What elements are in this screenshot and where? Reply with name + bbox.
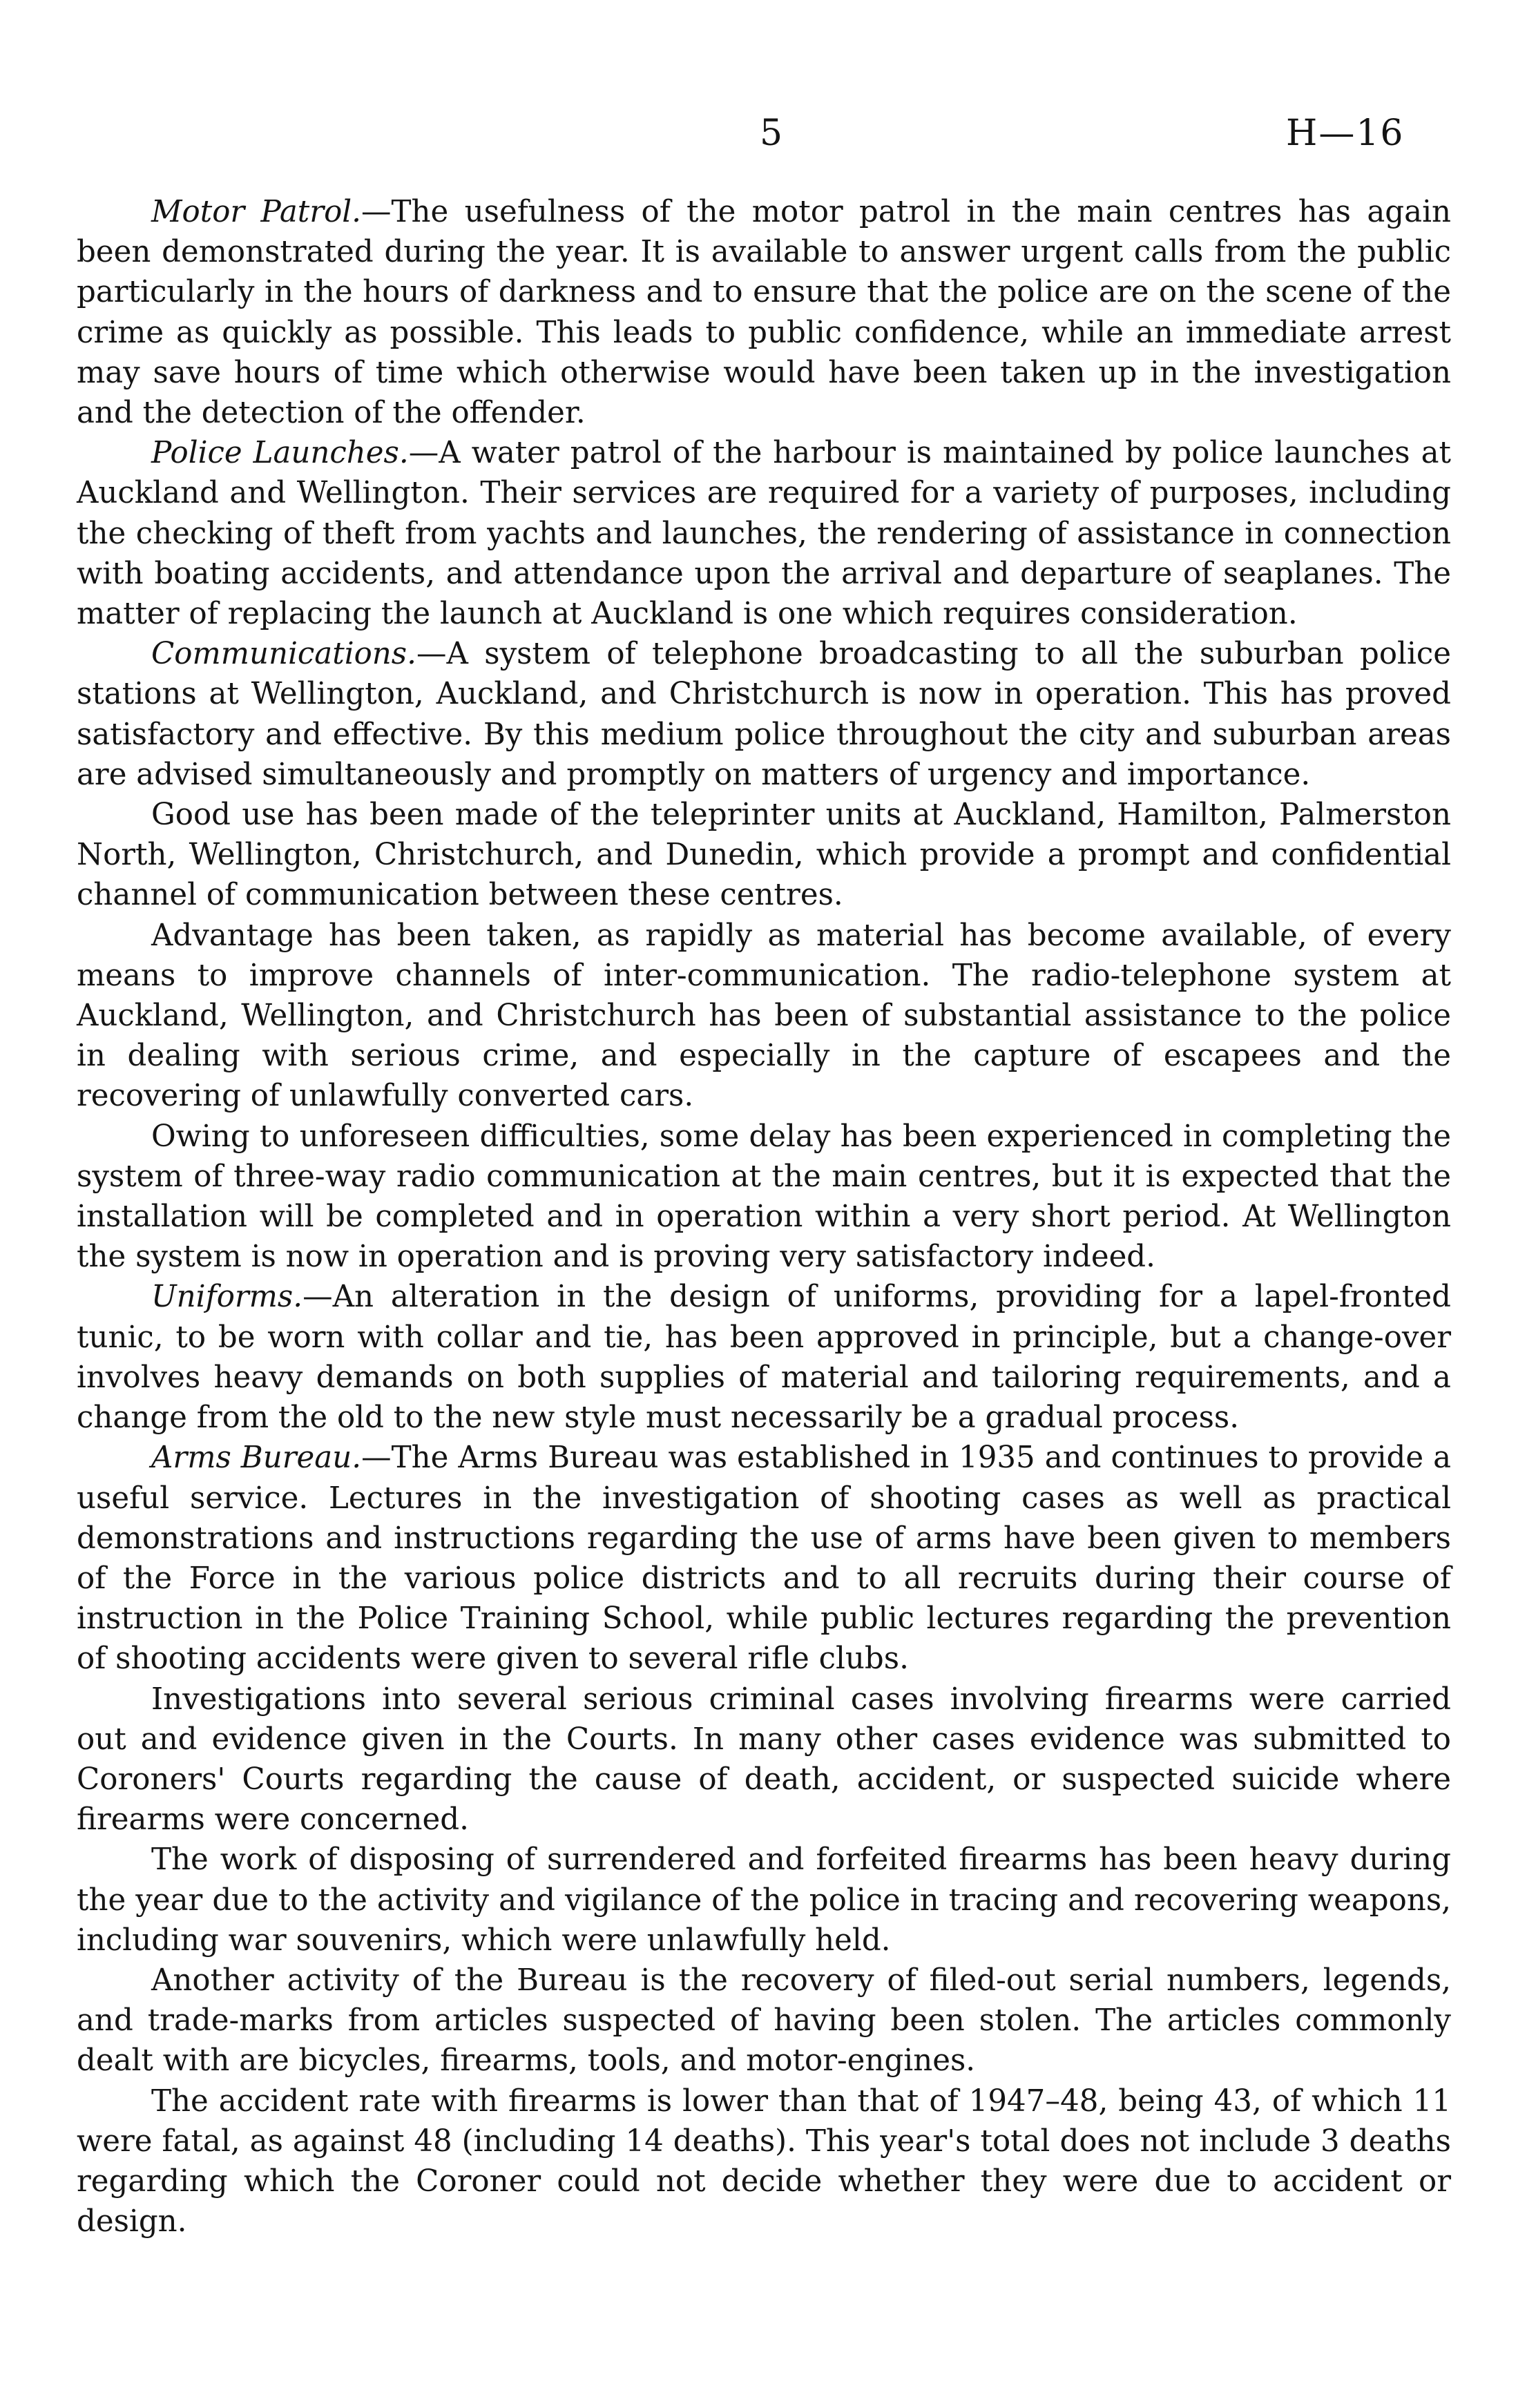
page-number: 5: [760, 113, 783, 154]
paragraph-police-launches: [77, 433, 1451, 634]
paragraph-investigations: [77, 1679, 1451, 1840]
paragraph-text: —An alteration in the design of uniforms, providing for a lapel-fronted tunic, to be worn with collar and tie, has been approved in principle, but a change-over involves heavy demands on both supplies of material and tailoring requirements, and a change from the old to the new style must necessarily be a gradual process.: [77, 1280, 1451, 1436]
paragraph-text: —A water patrol of the harbour is maintained by police launches at Auckland and Wellington. Their services are required for a variety of purposes, including the checking of theft from yachts and launches, the rendering of assistance in connection with boating accidents, and attendance upon the arrival and departure of seaplanes. The matter of replacing the launch at Auckland is one which requires consideration.: [77, 436, 1451, 632]
paragraph-motor-patrol: [77, 192, 1451, 433]
paragraph-teleprinter: [77, 795, 1451, 916]
paragraph-text: Advantage has been taken, as rapidly as material has become available, of every means to improve channels of inter-communication. The radio-telephone system at Auckland, Wellington, and Christchurch has been of substantial assistance to the police in dealing with serious crime, and especially in the capture of escapees and the recovering of unlawfully converted cars.: [77, 918, 1451, 1114]
paragraph-text: The accident rate with firearms is lower than that of 1947–48, being 43, of which 11 were fatal, as against 48 (including 14 deaths). This year's total does not include 3 deaths regarding which the Coroner could not decide whether they were due to accident or design.: [77, 2083, 1451, 2240]
section-heading: Communications.: [151, 637, 416, 672]
paragraph-text: Good use has been made of the teleprinter units at Auckland, Hamilton, Palmerston North, Wellington, Christchurch, and Dunedin, which provide a prompt and confidential channel of communication between these centres.: [77, 798, 1451, 913]
paragraph-text: The work of disposing of surrendered and forfeited firearms has been heavy during the year due to the activity and vigilance of the police in tracing and recovering weapons, including war souvenirs, which were unlawfully held.: [77, 1842, 1451, 1958]
paragraph-three-way-radio: [77, 1117, 1451, 1278]
paragraph-arms-bureau: [77, 1438, 1451, 1679]
paragraph-text: Owing to unforeseen difficulties, some delay has been experienced in completing the system of three-way radio communication at the main centres, but it is expected that the installation will be completed and in operation within a very short period. At Wellington the system is now in operation and is proving very satisfactory indeed.: [77, 1119, 1451, 1275]
paragraph-text: Investigations into several serious criminal cases involving firearms were carried out and evidence given in the Courts. In many other cases evidence was submitted to Coroners' Courts regarding the cause of death, accident, or suspected suicide where firearms were concerned.: [77, 1682, 1451, 1838]
paragraph-disposal: [77, 1840, 1451, 1961]
body-text: [77, 192, 1451, 2242]
paragraph-text: —A system of telephone broadcasting to all the suburban police stations at Wellington, Auckland, and Christchurch is now in operation. This has proved satisfactory and effective. By this medium police throughout the city and suburban areas are advised simultaneously and promptly on matters of urgency and importance.: [77, 637, 1451, 792]
paragraph-radio-telephone: [77, 916, 1451, 1117]
section-heading: Arms Bureau.: [151, 1441, 362, 1476]
paragraph-text: Another activity of the Bureau is the recovery of filed-out serial numbers, legends, and trade-marks from articles suspected of having been stolen. The articles commonly dealt with are bicycles, firearms, tools, and motor-engines.: [77, 1963, 1451, 2079]
section-heading: Motor Patrol.: [151, 195, 362, 229]
paragraph-serial-recovery: [77, 1961, 1451, 2081]
document-reference: H—16: [1286, 113, 1405, 154]
paragraph-uniforms: [77, 1277, 1451, 1438]
section-heading: Police Launches.: [151, 436, 409, 471]
paragraph-accident-rate: [77, 2081, 1451, 2242]
paragraph-communications: [77, 634, 1451, 795]
section-heading: Uniforms.: [151, 1280, 303, 1315]
paragraph-text: —The usefulness of the motor patrol in the main centres has again been demonstrated during the year. It is available to answer urgent calls from the public particularly in the hours of darkness and to ensure that the police are on the scene of the crime as quickly as possible. This leads to public confidence, while an immediate arrest may save hours of time which otherwise would have been taken up in the investigation and the detection of the offender.: [77, 195, 1451, 431]
paragraph-text: —The Arms Bureau was established in 1935 and continues to provide a useful service. Lectures in the investigation of shooting cases as well as practical demonstrations and instructions regarding the use of arms have been given to members of the Force in the various police districts and to all recruits during their course of instruction in the Police Training School, while public lectures regarding the prevention of shooting accidents were given to several rifle clubs.: [77, 1441, 1452, 1677]
